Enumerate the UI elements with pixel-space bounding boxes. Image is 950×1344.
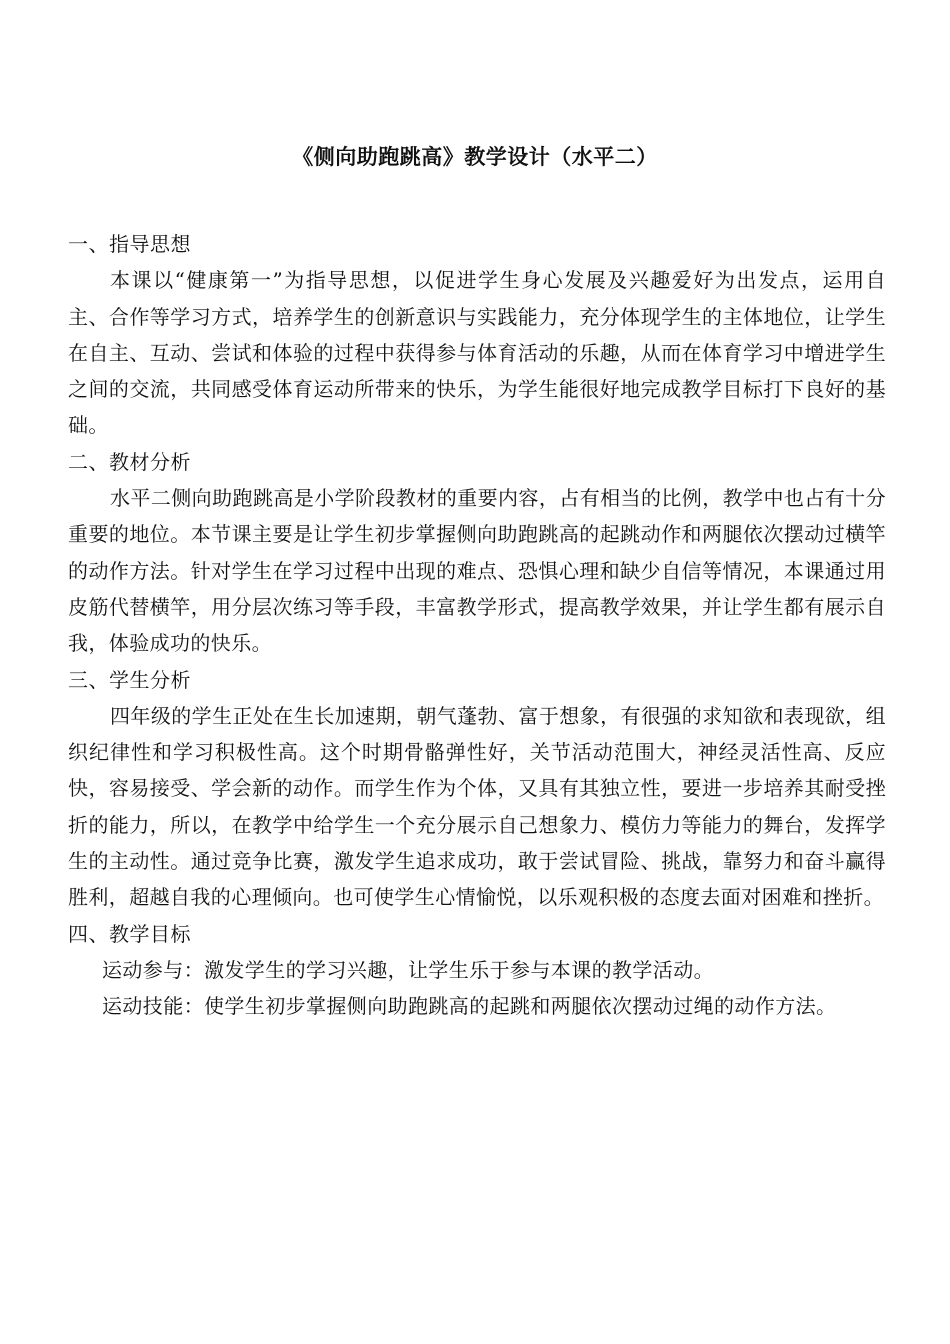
section-heading: 三、学生分析	[68, 667, 191, 692]
section-heading: 四、教学目标	[68, 921, 191, 946]
section-heading: 一、指导思想	[68, 232, 191, 256]
document-body	[68, 226, 886, 1025]
section-textbook-analysis	[68, 444, 886, 662]
document-title: 《侧向助跑跳高》教学设计（水平二）	[292, 145, 658, 169]
section-paragraph: 水平二侧向助跑跳高是小学阶段教材的重要内容，占有相当的比例，教学中也占有十分重要的地位。本节课主要是让学生初步掌握侧向助跑跳高的起跳动作和两腿依次摆动过横竿的动作方法。针对学生在学习过程中出现的难点、恐惧心理和缺少自信等情况，本课通过用皮筋代替横竿，用分层次练习等手段，丰富教学形式，提高教学效果，并让学生都有展示自我，体验成功的快乐。	[68, 486, 886, 656]
section-heading: 二、教材分析	[68, 449, 191, 474]
section-student-analysis	[68, 662, 886, 916]
section-paragraph: 四年级的学生正处在生长加速期，朝气蓬勃、富于想象，有很强的求知欲和表现欲，组织纪律性和学习积极性高。这个时期骨骼弹性好，关节活动范围大，神经灵活性高、反应快，容易接受、学会新的动作。而学生作为个体，又具有其独立性，要进一步培养其耐受挫折的能力，所以，在教学中给学生一个充分展示自己想象力、模仿力等能力的舞台，发挥学生的主动性。通过竞争比赛，激发学生追求成功，敢于尝试冒险、挑战，靠努力和奋斗赢得胜利，超越自我的心理倾向。也可使学生心情愉悦，以乐观积极的态度去面对困难和挫折。	[68, 703, 886, 910]
objective-skill: 运动技能：使学生初步掌握侧向助跑跳高的起跳和两腿依次摆动过绳的动作方法。	[102, 994, 837, 1019]
section-teaching-objectives	[68, 916, 886, 1025]
objective-participation: 运动参与：激发学生的学习兴趣，让学生乐于参与本课的教学活动。	[102, 957, 714, 982]
section-paragraph: 本课以“健康第一”为指导思想，以促进学生身心发展及兴趣爱好为出发点，运用自主、合作等学习方式，培养学生的创新意识与实践能力，充分体现学生的主体地位，让学生在自主、互动、尝试和体验的过程中获得参与体育活动的乐趣，从而在体育学习中增进学生之间的交流，共同感受体育运动所带来的快乐，为学生能很好地完成教学目标打下良好的基础。	[68, 268, 886, 438]
section-guiding-ideology	[68, 226, 886, 444]
